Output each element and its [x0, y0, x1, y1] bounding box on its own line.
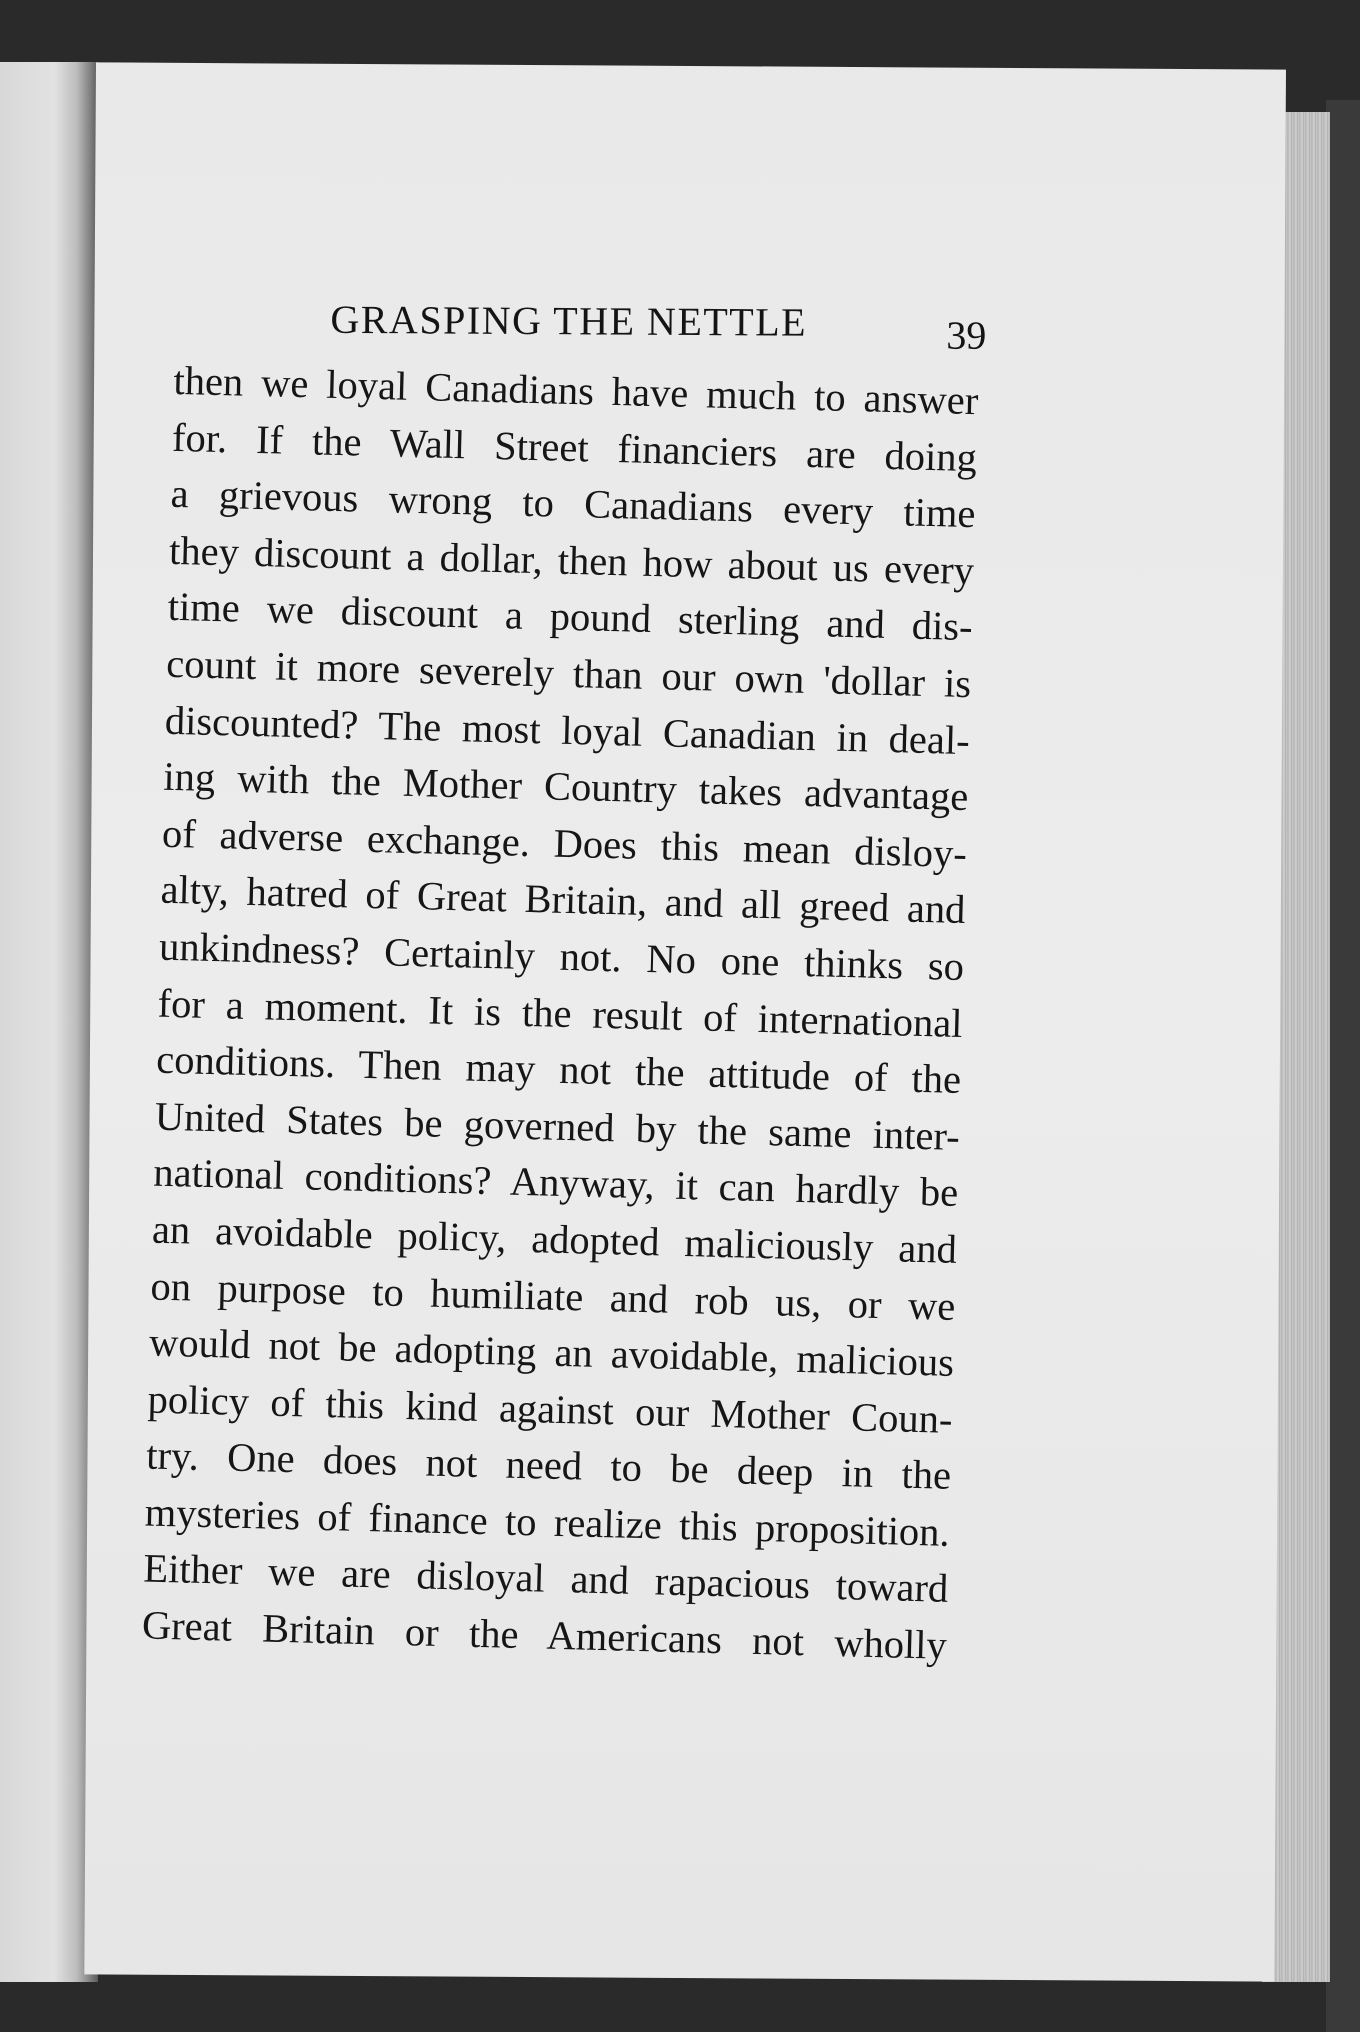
page-number: 39	[946, 312, 987, 358]
text-line: conditions. Then may not the attitude of the	[155, 1036, 962, 1103]
text-line: they discount a dollar, then how about us every	[168, 527, 975, 593]
text-line: an avoidable policy, adopted maliciously and	[151, 1206, 958, 1272]
text-line: try. One does not need to be deep in the	[145, 1432, 952, 1499]
text-line: for a moment. It is the result of international	[157, 980, 964, 1046]
text-line: count it more severely than our own 'dollar is	[165, 640, 972, 707]
text-line: time we discount a pound sterling and dis-	[167, 584, 974, 650]
text-line: United States be governed by the same inter-	[154, 1093, 961, 1159]
running-head	[94, 232, 1284, 358]
text-line: national conditions? Anyway, it can hardly be	[152, 1149, 959, 1216]
text-line: alty, hatred of Great Britain, and all greed and	[160, 867, 966, 933]
text-line: mysteries of finance to realize this proposition.	[144, 1489, 951, 1555]
running-title: GRASPING THE NETTLE	[330, 296, 808, 345]
text-line: a grievous wrong to Canadians every time	[170, 470, 976, 537]
text-line: policy of this kind against our Mother Coun-	[147, 1376, 954, 1442]
text-line: Either we are disloyal and rapacious toward	[142, 1545, 949, 1612]
text-line: of adverse exchange. Does this mean disloy-	[161, 810, 968, 876]
page-edge-shadow	[1326, 100, 1360, 2032]
text-line: then we loyal Canadians have much to answer	[172, 357, 979, 424]
text-line: ing with the Mother Country takes advantage	[162, 753, 969, 820]
text-line: unkindness? Certainly not. No one thinks so	[158, 923, 965, 989]
text-line: would not be adopting an avoidable, malicious	[148, 1319, 955, 1385]
text-line: for. If the Wall Street financiers are doing	[171, 414, 978, 480]
book-page	[84, 62, 1286, 1981]
text-line: discounted? The most loyal Canadian in deal-	[164, 697, 971, 763]
text-line: Great Britain or the Americans not wholly	[141, 1602, 948, 1668]
text-line: on purpose to humiliate and rob us, or we	[150, 1263, 956, 1329]
body-text	[141, 353, 979, 1675]
left-page-edge	[0, 62, 98, 1982]
